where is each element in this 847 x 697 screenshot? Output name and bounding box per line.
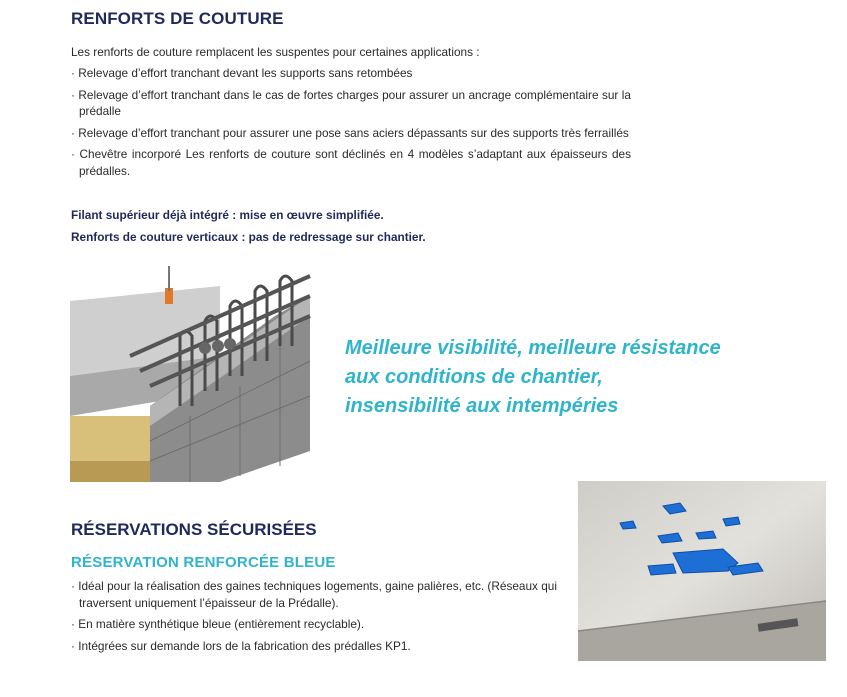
list-item: · Intégrées sur demande lors de la fabrication des prédalles KP1.	[71, 638, 571, 655]
reinforcement-illustration	[70, 266, 316, 482]
list-item: · Relevage d’effort tranchant pour assurer une pose sans aciers dépassants sur des supports très ferraillés	[71, 125, 631, 142]
reservations-bullet-list	[71, 578, 571, 659]
list-item: · Relevage d’effort tranchant devant les supports sans retombées	[71, 65, 631, 82]
list-item: · Idéal pour la réalisation des gaines techniques logements, gaine palières, etc. (Réseaux qui traversent uniquement l’épaisseur de la Prédalle).	[71, 578, 571, 611]
list-item: · Chevêtre incorporé Les renforts de couture sont déclinés en 4 modèles s’adaptant aux épaisseurs des prédalles.	[71, 146, 631, 179]
list-item: · Relevage d’effort tranchant dans le cas de fortes charges pour assurer un ancrage complémentaire sur la prédalle	[71, 87, 631, 120]
tagline	[345, 334, 815, 421]
renforts-bullet-list	[71, 65, 631, 184]
highlight-renforts-verticaux: Renforts de couture verticaux : pas de redressage sur chantier.	[71, 230, 426, 244]
tagline-line-3: insensibilité aux intempéries	[345, 395, 619, 417]
tagline-line-1: Meilleure visibilité, meilleure résistance	[345, 337, 721, 359]
intro-text: Les renforts de couture remplacent les suspentes pour certaines applications :	[71, 45, 480, 59]
section-subtitle-reservation-bleue: RÉSERVATION RENFORCÉE BLEUE	[71, 554, 336, 571]
blue-reservation-photo	[578, 481, 826, 661]
tagline-line-2: aux conditions de chantier,	[345, 366, 603, 388]
section-title-reservations: RÉSERVATIONS SÉCURISÉES	[71, 520, 317, 539]
section-title-renforts: RENFORTS DE COUTURE	[71, 9, 284, 28]
highlight-filant: Filant supérieur déjà intégré : mise en œuvre simplifiée.	[71, 208, 384, 222]
list-item: · En matière synthétique bleue (entièrement recyclable).	[71, 616, 571, 633]
